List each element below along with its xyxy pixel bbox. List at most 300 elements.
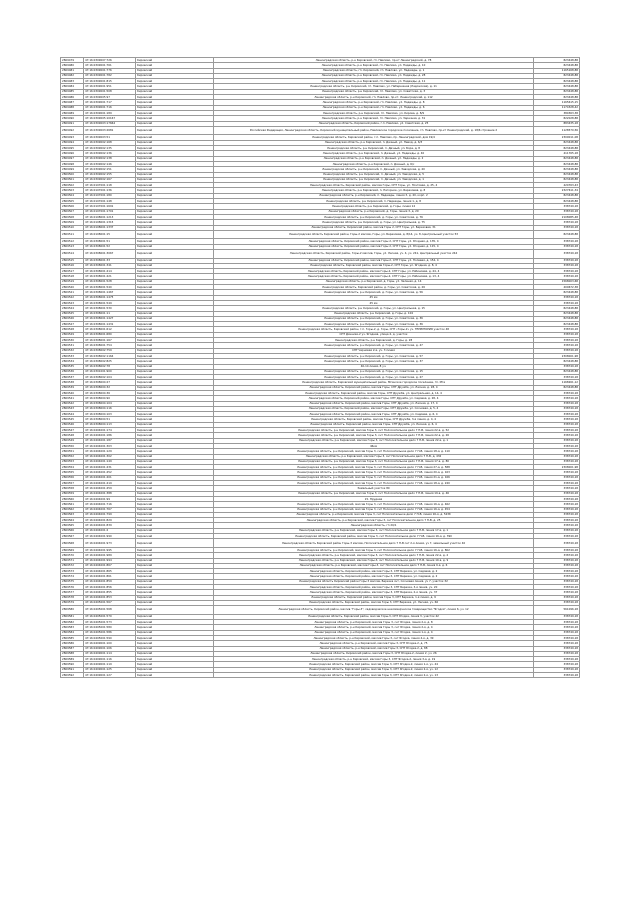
row-number-cell: 2809556: [61, 475, 84, 480]
address-cell: Ленинградская область, р-н Кировский, массив Горы 3, снт Полоскательное дело 7 Н-В, линия 19-я, д. 46: [214, 491, 534, 496]
address-cell: Ленинградская область, р-н Кировский, д. Горы, ул. Советская, д. 15: [214, 369, 534, 374]
address-cell: Ленинградская область, р-н Кировский, д. Горы, ул. Зеленая, д. 14: [214, 279, 534, 284]
cadastral-value-cell: 1568003,68: [534, 279, 580, 284]
district-cell: Кировский: [136, 263, 214, 268]
row-number-cell: 2809493: [61, 135, 84, 140]
address-cell: Ленинградская область, Кировский район, массив Горы 3, СНТ Ягодка-2, линия 2-я, уч. 12: [214, 667, 534, 672]
table-row: [61, 673, 580, 678]
address-cell: Ленинградская область, Кировский район, массив Горы-2, СНТ Горы, ул. Полевая, д. 154, 4: [214, 258, 534, 263]
row-number-cell: 2809536: [61, 369, 84, 374]
address-cell: Ленинградская область, Кировский район, массив Горы 3, СНТ Березка, 3-я линия, уч. 20: [214, 584, 534, 589]
district-cell: Кировский: [136, 433, 214, 438]
cadastral-value-cell: 338749,18: [534, 646, 580, 651]
cadastral-value-cell: 338749,18: [534, 539, 580, 548]
cadastral-number-cell: 47:16:0404001:990: [84, 534, 136, 539]
address-cell: Ленинградская область, р-н Кировский, массив Горы 3, СНТ Ягодка-2, д. 75: [214, 641, 534, 646]
address-cell: Ленинградская область, р-н Кировский, гп. Павлово, ул. Надежды, д. 11: [214, 79, 534, 84]
row-number-cell: 2809505: [61, 199, 84, 204]
cadastral-number-cell: 47:16:0308004:113: [84, 422, 136, 427]
cadastral-number-cell: 47:16:0308004:32: [84, 385, 136, 390]
district-cell: Кировский: [136, 63, 214, 68]
cadastral-number-cell: 47:16:0404001:186: [84, 433, 136, 438]
cadastral-number-cell: 47:16:0308002:1164: [84, 353, 136, 358]
address-cell: Ленинградская область, Кировский муниципальный район, Мгинское городское поселение, гп. Мга: [214, 380, 534, 385]
table-row: [61, 126, 580, 135]
district-cell: Кировский: [136, 396, 214, 401]
row-number-cell: 2809489: [61, 110, 84, 115]
district-cell: Кировский: [136, 428, 214, 433]
cadastral-value-cell: 338749,18: [534, 614, 580, 619]
cadastral-number-cell: 47:16:0309002:168: [84, 140, 136, 145]
address-cell: Ленинградская область, р-н Кировский, гп. Павлово, ул. Надежды, д. 10: [214, 63, 534, 68]
cadastral-value-cell: 822028,88: [534, 116, 580, 121]
cadastral-value-cell: 338749,18: [534, 481, 580, 486]
address-cell: СНТ Черновая 2-я, уч. 3 линия: [214, 348, 534, 353]
cadastral-number-cell: 47:16:0107001:136: [84, 188, 136, 193]
cadastral-value-cell: 338749,18: [534, 220, 580, 225]
row-number-cell: 2809582: [61, 620, 84, 625]
district-cell: Кировский: [136, 95, 214, 100]
cadastral-value-cell: 823448,88: [534, 140, 580, 145]
row-number-cell: 2809562: [61, 507, 84, 512]
district-cell: Кировский: [136, 502, 214, 507]
address-cell: Ленинградская область, р-н Кировский, гп. Павлово, ул. Заречная, д. 31: [214, 116, 534, 121]
address-cell: Ленинградская область, Кировский район, массив Горы 2, СНТ Горы, ул. Ягодная, д. 115, 4: [214, 244, 534, 249]
address-cell: Ленинградская область, р-н Кировский, массив Горы 3, снт Ягодка, линия 2-я, д. 8: [214, 620, 534, 625]
district-cell: Кировский: [136, 391, 214, 396]
district-cell: Кировский: [136, 614, 214, 619]
cadastral-number-cell: 47:16:0308001:540: [84, 285, 136, 290]
row-number-cell: 2809502: [61, 183, 84, 188]
district-cell: Кировский: [136, 58, 214, 63]
cadastral-number-cell: 47:16:0308004:104: [84, 401, 136, 406]
address-cell: Ленинградская область, р-н Кировский, массив Горы 3, снт Полоскательное дело 7 Н-В, линия 21-я, д. 166: [214, 475, 534, 480]
row-number-cell: 2809508: [61, 214, 84, 219]
address-cell: Ленинградская область, р-н Кировский, массив Горы 3, снт Полоскательное дело 7 Н-В, линия 16-я, д. 523б: [214, 512, 534, 517]
cadastral-number-cell: 47:16:0308001:414: [84, 269, 136, 274]
address-cell: Ленинградская область, Кировский район, массив Горы 3, СНТ Ягодка-2, линия 2, уч. 26: [214, 651, 534, 656]
cadastral-number-cell: 47:16:0404001:419: [84, 481, 136, 486]
address-cell: Ленинградская область, Кировский район, массив Горы 2, СНТ Горы, ул. Ягодная, д. 135, 4: [214, 239, 534, 244]
address-cell: Ленинградская область, р-н Кировский, д. Горы, ул. Советская, д. 27: [214, 375, 534, 380]
cadastral-number-cell: 47:16:0404001:459: [84, 486, 136, 491]
cadastral-number-cell: 47:16:0308004:51: [84, 417, 136, 422]
cadastral-value-cell: 338749,18: [534, 534, 580, 539]
cadastral-value-cell: 823448,88: [534, 63, 580, 68]
address-cell: Ленинградская область, р-н Кировский, массив Горы 3, снт Полоскательное дело 7 Н-В, д. 432: [214, 454, 534, 459]
address-cell: Ленинградская область, Кировский район, д. Горы, ул. Советская, д. 26: [214, 285, 534, 290]
row-number-cell: 2809515: [61, 258, 84, 263]
cadastral-number-cell: 47:16:0309005:97: [84, 95, 136, 100]
row-number-cell: 2809584: [61, 630, 84, 635]
district-cell: Кировский: [136, 465, 214, 470]
cadastral-value-cell: 411765,18: [534, 151, 580, 156]
row-number-cell: 2809504: [61, 193, 84, 198]
row-number-cell: 2809576: [61, 584, 84, 589]
address-cell: Ленинградская область, р-н Кировский, гп. Павлово, ул. Надежды, д. 8: [214, 100, 534, 105]
address-cell: Ленинградская область, р-н Кировский, массив Горы 3, снт Полоскательное дело 7 Н-В, линия 22-я, д. 1: [214, 438, 534, 443]
row-number-cell: 2809522: [61, 295, 84, 300]
address-cell: Ленинградская область, р-н Кировский, массив Горы 3, снт Полоскательное дело 7 Н-В, линия 16-я, д. 802: [214, 547, 534, 552]
district-cell: Кировский: [136, 584, 214, 589]
cadastral-number-cell: 47:16:0309003:51: [84, 135, 136, 140]
cadastral-number-cell: 47:16:0404001:867: [84, 563, 136, 568]
address-cell: Ленинградская область, Кировский район, массив Горы, СНТ Дружба, ул. Лесная, д. 28, 4: [214, 385, 534, 390]
table-row: [61, 606, 580, 615]
address-cell: Ленинградская область, Кировский район, массив Горы 3, СНТ Березка, 2-я линия, уч. 37: [214, 590, 534, 595]
cadastral-value-cell: 338749,18: [534, 422, 580, 427]
cadastral-value-cell: 338749,18: [534, 502, 580, 507]
district-cell: Кировский: [136, 220, 214, 225]
district-cell: Кировский: [136, 574, 214, 579]
row-number-cell: 2809539: [61, 385, 84, 390]
cadastral-number-cell: 47:16:0309001:717: [84, 100, 136, 105]
cadastral-value-cell: 338749,18: [534, 528, 580, 533]
district-cell: Кировский: [136, 375, 214, 380]
district-cell: Кировский: [136, 183, 214, 188]
cadastral-number-cell: 47:16:0404001:187: [84, 438, 136, 443]
cadastral-number-cell: 47:16:0308004:36: [84, 391, 136, 396]
address-cell: Ленинградская область, р-н Кировский, п. Дачный, д. 6/с: [214, 161, 534, 166]
address-cell: Ленинградская область, гп 20/1: [214, 523, 534, 528]
cadastral-number-cell: 47:16:0308001:33: [84, 258, 136, 263]
cadastral-number-cell: 47:16:0404001:859: [84, 579, 136, 584]
cadastral-value-cell: 338749,18: [534, 635, 580, 640]
row-number-cell: 2809580: [61, 606, 84, 615]
district-cell: Кировский: [136, 635, 214, 640]
row-number-cell: 2809521: [61, 290, 84, 295]
row-number-cell: 2809480: [61, 63, 84, 68]
row-number-cell: 2809524: [61, 306, 84, 311]
row-number-cell: 2809563: [61, 512, 84, 517]
cadastral-value-cell: 2327611,34: [534, 188, 580, 193]
address-cell: Ленинградская область, Кировский район, массив Горы, СНТ Дружба, ул. Садовая, д. 28, 4: [214, 396, 534, 401]
address-cell: Ленинградская область, р-н Кировский, п. Дачный, ул. Невод, д. 6/3: [214, 140, 534, 145]
cadastral-number-cell: 47:16:0309003:2681: [84, 126, 136, 135]
cadastral-number-cell: 47:16:0309002:151: [84, 167, 136, 172]
cadastral-number-cell: 47:16:0404001:856: [84, 584, 136, 589]
row-number-cell: 2809529: [61, 332, 84, 337]
address-cell: Ленинградская область, р-н Кировский, гп. Павлово, ул. Набережная (Ладожская), д. 11: [214, 84, 534, 89]
row-number-cell: 2809499: [61, 167, 84, 172]
cadastral-number-cell: 47:16:0404001:855: [84, 590, 136, 595]
cadastral-value-cell: 823448,88: [534, 84, 580, 89]
cadastral-value-cell: 823448,88: [534, 172, 580, 177]
row-number-cell: 2809565: [61, 523, 84, 528]
row-number-cell: 2809570: [61, 553, 84, 558]
row-number-cell: 2809549: [61, 438, 84, 443]
cadastral-number-cell: 47:16:0309001:716: [84, 105, 136, 110]
address-cell: Ленинградская область, р-н Кировский, д. Горы, ул. Советская, д. 36: [214, 322, 534, 327]
row-number-cell: 2809512: [61, 239, 84, 244]
cadastral-value-cell: 823448,88: [534, 359, 580, 364]
district-cell: Кировский: [136, 110, 214, 115]
district-cell: Кировский: [136, 353, 214, 358]
cadastral-number-cell: 47:16:0108001:1315: [84, 220, 136, 225]
cadastral-value-cell: 338749,18: [534, 391, 580, 396]
row-number-cell: 2809578: [61, 595, 84, 600]
cadastral-value-cell: 1165168,88: [534, 68, 580, 73]
row-number-cell: 2809526: [61, 316, 84, 321]
cadastral-value-cell: 823448,88: [534, 167, 580, 172]
district-cell: Кировский: [136, 199, 214, 204]
row-number-cell: 2809542: [61, 401, 84, 406]
row-number-cell: 2809544: [61, 412, 84, 417]
address-cell: Ленинградская область, р-н Кировский, массив Горы-3, снт Полоскательное дело 7 Н-В, линия 19-я, д. 9: [214, 558, 534, 563]
cadastral-value-cell: 1165615,15: [534, 100, 580, 105]
district-cell: Кировский: [136, 539, 214, 548]
district-cell: Кировский: [136, 401, 214, 406]
cadastral-number-cell: 47:16:0107001:180: [84, 193, 136, 198]
district-cell: Кировский: [136, 230, 214, 239]
district-cell: Кировский: [136, 491, 214, 496]
row-number-cell: 2809566: [61, 528, 84, 533]
cadastral-value-cell: 2108085,48: [534, 214, 580, 219]
row-number-cell: 2809586: [61, 641, 84, 646]
address-cell: Ленинградская область, р-н Кировский, д. Горы, линия 3, д. 29: [214, 209, 534, 214]
cadastral-number-cell: 47:16:0404001:716: [84, 502, 136, 507]
row-number-cell: 2809511: [61, 230, 84, 239]
address-cell: Ленинградская область, Кировский район, массив Горы, СНТ Дружба, ул. Сосновая, д. 5, 4: [214, 406, 534, 411]
row-number-cell: 2809535: [61, 364, 84, 369]
row-number-cell: 2809559: [61, 491, 84, 496]
district-cell: Кировский: [136, 518, 214, 523]
district-cell: Кировский: [136, 146, 214, 151]
row-number-cell: 2809520: [61, 285, 84, 290]
district-cell: Кировский: [136, 523, 214, 528]
address-cell: Ленинградская область, р-н Кировский, п. Дачный, ул. Заводская, д. 1: [214, 177, 534, 182]
district-cell: Кировский: [136, 630, 214, 635]
cadastral-value-cell: 823448,88: [534, 95, 580, 100]
district-cell: Кировский: [136, 385, 214, 390]
row-number-cell: 2809574: [61, 574, 84, 579]
cadastral-value-cell: 338749,18: [534, 417, 580, 422]
district-cell: Кировский: [136, 380, 214, 385]
cadastral-number-cell: 47:16:0404001:388: [84, 491, 136, 496]
district-cell: Кировский: [136, 89, 214, 94]
cadastral-number-cell: 47:16:0309001:951: [84, 84, 136, 89]
district-cell: Кировский: [136, 306, 214, 311]
row-number-cell: 2809483: [61, 79, 84, 84]
district-cell: Кировский: [136, 188, 214, 193]
district-cell: Кировский: [136, 558, 214, 563]
row-number-cell: 2809552: [61, 454, 84, 459]
cadastral-number-cell: 47:16:0308001:167: [84, 338, 136, 343]
address-cell: Ленинградская область, р-н Кировский, д. Горы, ул. Центральная, д. 75: [214, 220, 534, 225]
cadastral-number-cell: 47:16:0404001:431: [84, 465, 136, 470]
row-number-cell: 2809491: [61, 121, 84, 126]
address-cell: Ленинградская область, Кировский район, массив Горы, СНТ Дружба, ул. Центральная, д. 14, 4: [214, 391, 534, 396]
cadastral-number-cell: 47:16:0308004:27: [84, 380, 136, 385]
address-cell: Ленинградская область, Кировский район, массив Горы 3, СНТ Березка, 1-я линия, д. 9: [214, 595, 534, 600]
row-number-cell: 2809540: [61, 391, 84, 396]
district-cell: Кировский: [136, 167, 214, 172]
cadastral-number-cell: 47:16:0409001:125: [84, 667, 136, 672]
cadastral-number-cell: 47:16:0405001:580: [84, 625, 136, 630]
cadastral-value-cell: 823448,88: [534, 73, 580, 78]
row-number-cell: 2809517: [61, 269, 84, 274]
cadastral-value-cell: 338749,18: [534, 269, 580, 274]
cadastral-number-cell: 47:16:0409001:127: [84, 673, 136, 678]
address-cell: Ленинградская область, р-н Кировский, гп. Павлово, пр-кт Ленинградский, д. 78: [214, 58, 534, 63]
district-cell: Кировский: [136, 449, 214, 454]
address-cell: Ленинградская область, р-н Кировский, гп. Павлово, ул. Надежды, д. 6: [214, 105, 534, 110]
address-cell: Ленинградская область, р-н Кировский, массив Горы-3, снт Полоскательное дело 7 Н-В, линия 9-я, д. 6: [214, 563, 534, 568]
address-cell: Ленинградская область, р-н Кировский, п. Дачный, ул. Заводская, д. 5: [214, 172, 534, 177]
row-number-cell: 2809543: [61, 406, 84, 411]
cadastral-value-cell: 338749,18: [534, 523, 580, 528]
row-number-cell: 2809482: [61, 73, 84, 78]
row-number-cell: 2809564: [61, 518, 84, 523]
address-cell: Ленинградская область, Кировский район, г.п. Горы-2, д. Горы, СНТ «Горы-2» уч. ТЕРРИТОРИЯ участок 48: [214, 327, 534, 332]
cadastral-number-cell: 47:16:0409001:106: [84, 646, 136, 651]
district-cell: Кировский: [136, 105, 214, 110]
district-cell: Кировский: [136, 269, 214, 274]
district-cell: Кировский: [136, 156, 214, 161]
cadastral-number-cell: 47:16:0404001:861: [84, 574, 136, 579]
cadastral-number-cell: 47:16:0404001:829: [84, 518, 136, 523]
district-cell: Кировский: [136, 606, 214, 615]
cadastral-number-cell: 47:16:0404001:973: [84, 539, 136, 548]
row-number-cell: 2809592: [61, 673, 84, 678]
cadastral-number-cell: 47:16:0308001:1431: [84, 322, 136, 327]
cadastral-value-cell: 823448,88: [534, 230, 580, 239]
address-cell: Ленинградская область, р-н Кировский, д. Горы, ул. Советская, д. 37: [214, 359, 534, 364]
district-cell: Кировский: [136, 204, 214, 209]
cadastral-value-cell: 338749,18: [534, 630, 580, 635]
district-cell: Кировский: [136, 300, 214, 305]
cadastral-value-cell: 823448,88: [534, 199, 580, 204]
row-number-cell: 2809484: [61, 84, 84, 89]
cadastral-number-cell: 47:16:0404001:2: [84, 528, 136, 533]
cadastral-number-cell: 47:16:0404001:149: [84, 459, 136, 464]
district-cell: Кировский: [136, 100, 214, 105]
cadastral-number-cell: 47:16:0404001:174: [84, 428, 136, 433]
district-cell: Кировский: [136, 68, 214, 73]
address-cell: Ленинградская область, р-н Кировский, п. Дачный, ул. Надежды, д. 2: [214, 156, 534, 161]
address-cell: Ленинградская область, Кировский район, массив Горы-2, СНТ Горы, ул. Рябиновая, д. 13, 4: [214, 274, 534, 279]
district-cell: Кировский: [136, 327, 214, 332]
district-cell: Кировский: [136, 359, 214, 364]
cadastral-value-cell: 823448,88: [534, 89, 580, 94]
cadastral-number-cell: 47:16:0308001:52: [84, 244, 136, 249]
district-cell: Кировский: [136, 569, 214, 574]
row-number-cell: 2809575: [61, 579, 84, 584]
cadastral-value-cell: 338749,18: [534, 239, 580, 244]
district-cell: Кировский: [136, 311, 214, 316]
cadastral-value-cell: 338749,18: [534, 574, 580, 579]
table-row: [61, 249, 580, 258]
cadastral-number-cell: 47:16:0108001:1213: [84, 214, 136, 219]
cadastral-value-cell: 1128570,56: [534, 126, 580, 135]
row-number-cell: 2809531: [61, 343, 84, 348]
cadastral-number-cell: 47:16:0404001:994: [84, 558, 136, 563]
district-cell: Кировский: [136, 364, 214, 369]
address-cell: Ленинградская область, Кировский район, г.п. Павлово, пр. Ленинградский, дом 19/4: [214, 135, 534, 140]
cadastral-number-cell: 47:16:0308004:116: [84, 406, 136, 411]
cadastral-value-cell: 338749,18: [534, 332, 580, 337]
district-cell: Кировский: [136, 547, 214, 552]
row-number-cell: 2809510: [61, 225, 84, 230]
address-cell: 45 км: [214, 295, 534, 300]
district-cell: Кировский: [136, 620, 214, 625]
district-cell: Кировский: [136, 528, 214, 533]
cadastral-number-cell: 47:16:0308001:549: [84, 300, 136, 305]
cadastral-value-cell: 338749,18: [534, 204, 580, 209]
cadastral-value-cell: 338749,18: [534, 327, 580, 332]
address-cell: Ленинградская область, Кировский район, массив Горы-2, СНТ Горы, ул. Ягодная, д. 8, 4: [214, 263, 534, 268]
district-cell: Кировский: [136, 239, 214, 244]
address-cell: Ленинградская область Кировский район, Горы-2 массив, Горы, ул. Березовая, д. 8/14, уч. 8, Центральный участок 53: [214, 230, 534, 239]
district-cell: Кировский: [136, 116, 214, 121]
district-cell: Кировский: [136, 285, 214, 290]
address-cell: Ленинградская область, Кировский район, массив "Горы-3", садоводческое некоммерческое товарищество "Ягодка", линия 6, уч. 12: [214, 606, 534, 615]
cadastral-value-cell: 338749,18: [534, 401, 580, 406]
cadastral-number-cell: 47:16:0308001:1467: [84, 290, 136, 295]
row-number-cell: 2809479: [61, 58, 84, 63]
cadastral-value-cell: 338749,18: [534, 343, 580, 348]
cadastral-value-cell: 338749,18: [534, 274, 580, 279]
cadastral-number-cell: 47:16:0409001:119: [84, 662, 136, 667]
cadastral-value-cell: 338749,18: [534, 263, 580, 268]
address-cell: Ленинградская область, р-н Кировский, массив Горы 3, СНТ Ягодка-2, д. 88: [214, 646, 534, 651]
cadastral-number-cell: 47:16:0309001:776: [84, 68, 136, 73]
cadastral-value-cell: 338749,18: [534, 338, 580, 343]
row-number-cell: 2809588: [61, 651, 84, 656]
address-cell: 46км: [214, 443, 534, 448]
district-cell: Кировский: [136, 84, 214, 89]
row-number-cell: 2809495: [61, 146, 84, 151]
district-cell: Кировский: [136, 214, 214, 219]
cadastral-number-cell: 47:16:0308001:51: [84, 239, 136, 244]
address-cell: Ленинградская область, р-н Кировский, д. Горы, д. 28: [214, 338, 534, 343]
row-number-cell: 2809490: [61, 116, 84, 121]
row-number-cell: 2809533: [61, 353, 84, 358]
cadastral-value-cell: 823448,88: [534, 58, 580, 63]
district-cell: Кировский: [136, 438, 214, 443]
cadastral-number-cell: 47:16:0404001:989: [84, 553, 136, 558]
address-cell: Ленинградская область, Кировский район, массив Горы 3, СНТ Березка, ул. Садовая, д. 2: [214, 574, 534, 579]
address-cell: СНТ Дачники-2 уч. Ягодная, улица 4, д. участок: [214, 332, 534, 337]
cadastral-value-cell: 338749,18: [534, 396, 580, 401]
cadastral-number-cell: 47:16:0107001:1691: [84, 204, 136, 209]
address-cell: Ленинградская область, р-н Кировский, массив Горы 3, СНТ Ягодка-2, линия 3-я, д. 19: [214, 657, 534, 662]
row-number-cell: 2809583: [61, 625, 84, 630]
cadastral-number-cell: 47:16:0309005:10167: [84, 116, 136, 121]
row-number-cell: 2809589: [61, 657, 84, 662]
district-cell: Кировский: [136, 279, 214, 284]
cadastral-value-cell: 823448,88: [534, 316, 580, 321]
cadastral-value-cell: 338749,18: [534, 620, 580, 625]
row-number-cell: 2809557: [61, 481, 84, 486]
cadastral-value-cell: 338749,18: [534, 433, 580, 438]
district-cell: Кировский: [136, 348, 214, 353]
cadastral-number-cell: 47:16:0308004:103: [84, 412, 136, 417]
row-number-cell: 2809528: [61, 327, 84, 332]
district-cell: Кировский: [136, 443, 214, 448]
address-cell: 40-14 линия, 8 уч.: [214, 364, 534, 369]
address-cell: Ленинградская область, р-н Кировский, д. Горы, ул. Советская, д. 76: [214, 214, 534, 219]
district-cell: Кировский: [136, 667, 214, 672]
row-number-cell: 2809516: [61, 263, 84, 268]
cadastral-number-cell: 47:16:0404001:401: [84, 475, 136, 480]
address-cell: Ленинградская область, р-н Кировский, массив Горы 3, снт Ягодка, линия 1-я, д. 4: [214, 630, 534, 635]
address-cell: Земельный участок 80: [214, 486, 534, 491]
district-cell: Кировский: [136, 135, 214, 140]
row-number-cell: 2809513: [61, 244, 84, 249]
district-cell: Кировский: [136, 209, 214, 214]
cadastral-number-cell: 47:16:0404001:303: [84, 443, 136, 448]
